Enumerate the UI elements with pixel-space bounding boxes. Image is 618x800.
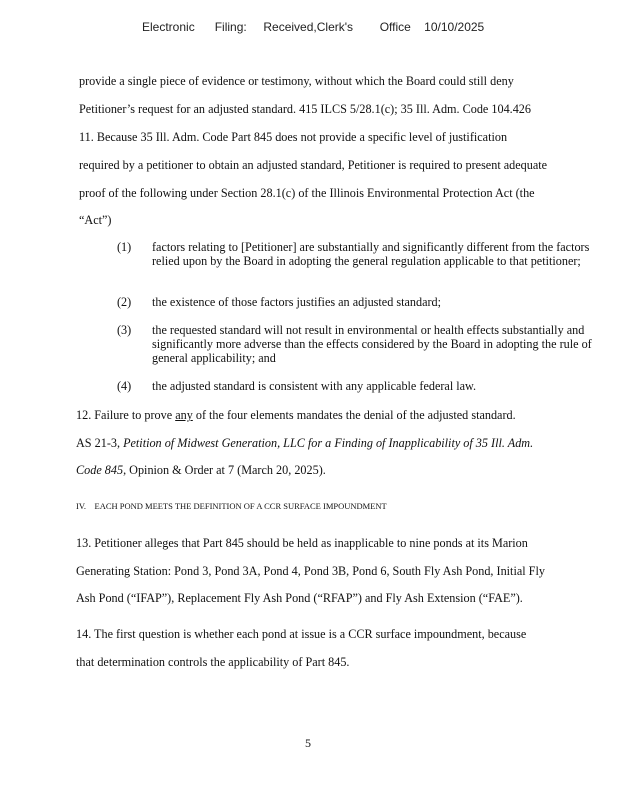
list-item-text: factors relating to [Petitioner] are substantially and significantly different from the factors relied upon by the Board in adopting the general regulation applicable to that petitioner; (152, 240, 590, 268)
case-title-end: Code 845 (76, 463, 124, 477)
list-item-number: (4) (117, 379, 132, 393)
list-item-text: the requested standard will not result in environmental or health effects substantially and significantly more adverse than the effects considered by the Board in adopting the rule of general applicability; and (152, 323, 592, 365)
citation-line (76, 463, 326, 478)
page-number: 5 (305, 736, 311, 750)
section-heading: IV. EACH POND MEETS THE DEFINITION OF A CCR SURFACE IMPOUNDMENT (76, 501, 387, 511)
case-title: Petition of Midwest Generation, LLC for a Finding of Inapplicability of 35 Ill. Adm. (123, 436, 534, 450)
paragraph-13-line: 13. Petitioner alleges that Part 845 should be held as inapplicable to nine ponds at its Marion (76, 536, 528, 550)
paragraph-12-line (76, 408, 516, 423)
citation-line (76, 436, 533, 451)
paragraph-12-prefix: 12. Failure to prove (76, 408, 176, 422)
paragraph-line: provide a single piece of evidence or testimony, without which the Board could still deny (79, 74, 514, 88)
list-item-text: the adjusted standard is consistent with any applicable federal law. (152, 379, 477, 393)
paragraph-line: “Act”) (79, 213, 112, 227)
paragraph-line: required by a petitioner to obtain an adjusted standard, Petitioner is required to present adequate (79, 158, 548, 172)
paragraph-14-line: 14. The first question is whether each pond at issue is a CCR surface impoundment, because (76, 627, 527, 641)
list-item-number: (2) (117, 295, 132, 309)
paragraph-12-suffix: of the four elements mandates the denial of the adjusted standard. (192, 408, 516, 422)
paragraph-11-line: 11. Because 35 Ill. Adm. Code Part 845 does not provide a specific level of justification (79, 130, 508, 144)
paragraph-line: that determination controls the applicability of Part 845. (76, 655, 350, 669)
paragraph-line: Petitioner’s request for an adjusted standard. 415 ILCS 5/28.1(c); 35 Ill. Adm. Code 104.426 (79, 102, 531, 116)
list-item-number: (3) (117, 323, 132, 337)
paragraph-line: proof of the following under Section 28.1(c) of the Illinois Environmental Protection Act (the (79, 186, 535, 200)
list-item-number: (1) (117, 240, 132, 254)
paragraph-line: Ash Pond (“IFAP”), Replacement Fly Ash Pond (“RFAP”) and Fly Ash Extension (“FAE”). (76, 591, 523, 605)
emphasis-any: any (175, 408, 193, 422)
citation-prefix: AS 21-3, (76, 436, 124, 450)
citation-suffix: , Opinion & Order at 7 (March 20, 2025). (123, 463, 326, 477)
list-item-text: the existence of those factors justifies an adjusted standard; (152, 295, 442, 309)
paragraph-line: Generating Station: Pond 3, Pond 3A, Pond 4, Pond 3B, Pond 6, South Fly Ash Pond, Initial Fly (76, 564, 545, 578)
electronic-filing-header: Electronic Filing: Received,Clerk's Office 10/10/2025 (142, 20, 485, 34)
